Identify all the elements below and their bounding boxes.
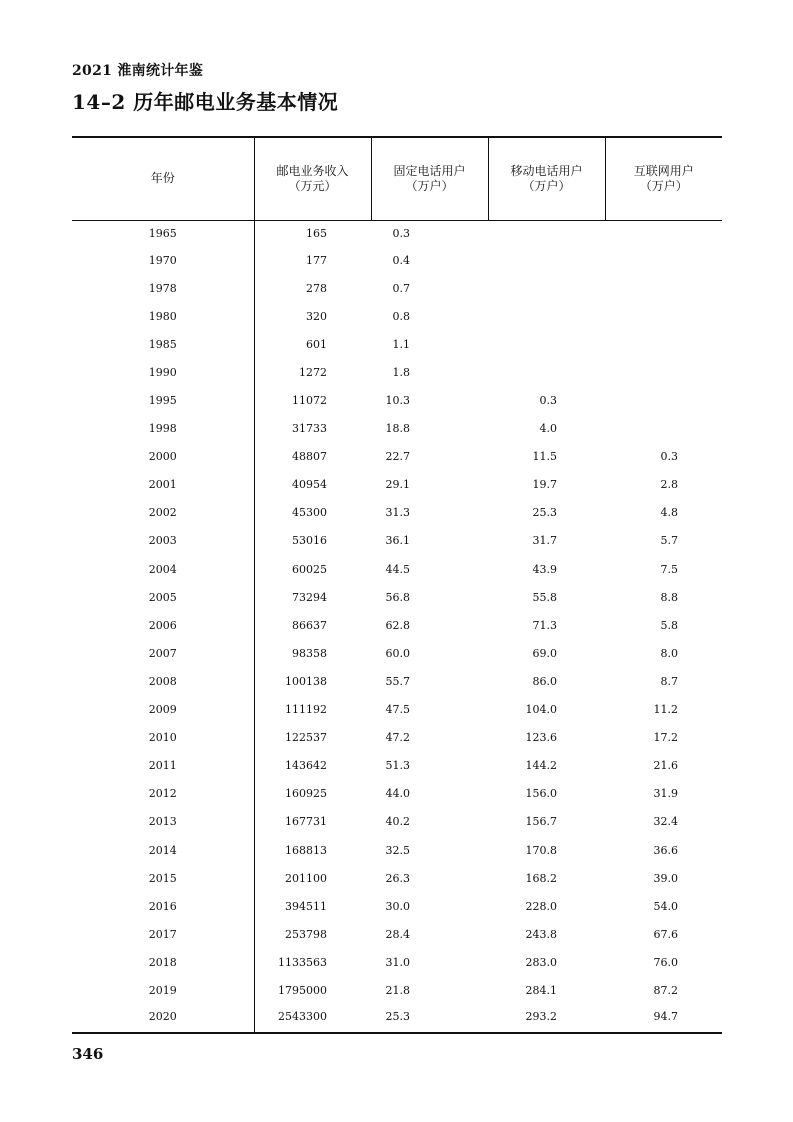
- cell-revenue: 394511: [254, 892, 371, 920]
- column-unit: （万元）: [288, 178, 337, 193]
- cell-internet: [605, 386, 722, 414]
- cell-internet: 39.0: [653, 871, 678, 885]
- table-row: [72, 499, 722, 527]
- cell-revenue: 320: [254, 302, 371, 330]
- table-row: [72, 471, 722, 499]
- table-body: [72, 220, 722, 1033]
- table-row: [72, 443, 722, 471]
- table-row: [72, 780, 722, 808]
- cell-year: 2008: [148, 674, 177, 688]
- cell-fixed-phone: 56.8: [385, 590, 410, 604]
- cell-year: 1970: [148, 253, 177, 267]
- table-row: [72, 527, 722, 555]
- cell-revenue: 100138: [254, 667, 371, 695]
- cell-internet: 67.6: [653, 927, 678, 941]
- cell-year: 2015: [148, 871, 177, 885]
- table-row: [72, 358, 722, 386]
- cell-mobile-phone: [488, 302, 605, 330]
- cell-internet: 94.7: [605, 1005, 722, 1033]
- cell-year: 2002: [148, 506, 177, 520]
- page-number: 346: [72, 1045, 104, 1063]
- cell-revenue: 86637: [254, 611, 371, 639]
- cell-revenue: 601: [254, 330, 371, 358]
- column-header-year: [72, 137, 254, 220]
- cell-year: 1965: [148, 226, 177, 240]
- cell-mobile-phone: [488, 220, 605, 246]
- table-row: [72, 724, 722, 752]
- cell-internet: 8.8: [660, 590, 678, 604]
- cell-mobile-phone: 71.3: [532, 618, 557, 632]
- cell-internet: 21.6: [653, 759, 678, 773]
- cell-revenue: 160925: [254, 780, 371, 808]
- cell-fixed-phone: 44.0: [385, 787, 410, 801]
- cell-year: 1985: [148, 337, 177, 351]
- cell-mobile-phone: 43.9: [532, 562, 557, 576]
- cell-fixed-phone: 44.5: [385, 562, 410, 576]
- column-label: 移动电话用户: [510, 163, 583, 178]
- cell-revenue: 98358: [254, 639, 371, 667]
- table-row: [72, 808, 722, 836]
- cell-fixed-phone: 32.5: [385, 843, 410, 857]
- cell-revenue: 111192: [254, 696, 371, 724]
- cell-fixed-phone: 22.7: [385, 450, 410, 464]
- cell-revenue: 60025: [254, 555, 371, 583]
- cell-year: 2009: [148, 703, 177, 717]
- cell-year: 2011: [148, 759, 177, 773]
- cell-mobile-phone: 156.0: [525, 787, 557, 801]
- table-row: [72, 302, 722, 330]
- table-header: [72, 137, 722, 220]
- cell-year: 2006: [148, 618, 177, 632]
- cell-fixed-phone: 55.7: [385, 674, 410, 688]
- cell-internet: 36.6: [653, 843, 678, 857]
- cell-internet: [605, 302, 722, 330]
- cell-year: 1998: [148, 422, 177, 436]
- cell-mobile-phone: 0.3: [539, 394, 557, 408]
- cell-year: 2016: [148, 899, 177, 913]
- cell-year: 2014: [148, 843, 177, 857]
- cell-revenue: 1795000: [254, 976, 371, 1004]
- table-row: [72, 274, 722, 302]
- cell-year: 2020: [72, 1005, 254, 1033]
- table-row: [72, 330, 722, 358]
- cell-fixed-phone: 47.5: [385, 703, 410, 717]
- column-unit: （万户）: [522, 178, 571, 193]
- cell-revenue: 1133563: [254, 948, 371, 976]
- cell-fixed-phone: 1.8: [392, 365, 410, 379]
- cell-revenue: 122537: [254, 724, 371, 752]
- cell-mobile-phone: 4.0: [539, 422, 557, 436]
- cell-revenue: 278: [254, 274, 371, 302]
- cell-internet: 0.3: [660, 450, 678, 464]
- cell-revenue: 73294: [254, 583, 371, 611]
- cell-year: 1978: [148, 281, 177, 295]
- cell-revenue: 11072: [254, 386, 371, 414]
- cell-year: 2018: [148, 955, 177, 969]
- cell-mobile-phone: [488, 274, 605, 302]
- cell-internet: 2.8: [660, 478, 678, 492]
- cell-fixed-phone: 31.0: [385, 955, 410, 969]
- table-row: [72, 386, 722, 414]
- cell-mobile-phone: 293.2: [488, 1005, 605, 1033]
- cell-mobile-phone: 104.0: [525, 703, 557, 717]
- cell-mobile-phone: 19.7: [532, 478, 557, 492]
- cell-internet: 4.8: [660, 506, 678, 520]
- cell-fixed-phone: 25.3: [371, 1005, 488, 1033]
- cell-fixed-phone: 21.8: [385, 983, 410, 997]
- cell-mobile-phone: [488, 330, 605, 358]
- table-row: [72, 246, 722, 274]
- cell-revenue: 45300: [254, 499, 371, 527]
- table-row: [72, 920, 722, 948]
- cell-fixed-phone: 0.4: [392, 253, 410, 267]
- table-row: [72, 976, 722, 1004]
- cell-internet: 8.7: [660, 674, 678, 688]
- cell-mobile-phone: 11.5: [532, 450, 557, 464]
- cell-fixed-phone: 60.0: [385, 646, 410, 660]
- statistics-table-container: [72, 136, 722, 1034]
- postal-telecom-table: [72, 136, 722, 1034]
- cell-mobile-phone: 25.3: [532, 506, 557, 520]
- cell-revenue: 201100: [254, 864, 371, 892]
- column-unit: （万户）: [639, 178, 688, 193]
- cell-fixed-phone: 1.1: [392, 337, 410, 351]
- cell-fixed-phone: 0.8: [392, 309, 410, 323]
- table-row: [72, 892, 722, 920]
- cell-internet: [605, 274, 722, 302]
- cell-internet: [605, 415, 722, 443]
- table-row: [72, 639, 722, 667]
- cell-year: 2001: [148, 478, 177, 492]
- cell-mobile-phone: [488, 246, 605, 274]
- cell-revenue: 1272: [254, 358, 371, 386]
- cell-year: 2019: [148, 983, 177, 997]
- cell-internet: 54.0: [653, 899, 678, 913]
- column-header-revenue: [254, 137, 371, 220]
- cell-internet: 17.2: [653, 731, 678, 745]
- cell-internet: 11.2: [653, 703, 678, 717]
- cell-internet: [605, 220, 722, 246]
- column-label: 邮电业务收入: [276, 163, 349, 178]
- cell-year: 2017: [148, 927, 177, 941]
- cell-revenue: 253798: [254, 920, 371, 948]
- cell-year: 2007: [148, 646, 177, 660]
- cell-mobile-phone: 283.0: [525, 955, 557, 969]
- cell-year: 2013: [148, 815, 177, 829]
- cell-revenue: 168813: [254, 836, 371, 864]
- table-row: [72, 752, 722, 780]
- cell-year: 2000: [148, 450, 177, 464]
- cell-mobile-phone: 69.0: [532, 646, 557, 660]
- cell-fixed-phone: 18.8: [385, 422, 410, 436]
- cell-internet: 76.0: [653, 955, 678, 969]
- cell-fixed-phone: 47.2: [385, 731, 410, 745]
- table-row: [72, 415, 722, 443]
- cell-revenue: 53016: [254, 527, 371, 555]
- table-row: [72, 555, 722, 583]
- column-header-mobile-phone: [488, 137, 605, 220]
- cell-fixed-phone: 62.8: [385, 618, 410, 632]
- cell-year: 1995: [148, 394, 177, 408]
- column-label: 年份: [150, 171, 175, 186]
- cell-mobile-phone: 156.7: [525, 815, 557, 829]
- table-row: [72, 220, 722, 246]
- cell-year: 2003: [148, 534, 177, 548]
- cell-revenue: 48807: [254, 443, 371, 471]
- cell-revenue: 143642: [254, 752, 371, 780]
- cell-fixed-phone: 0.7: [392, 281, 410, 295]
- cell-internet: [605, 330, 722, 358]
- cell-fixed-phone: 40.2: [385, 815, 410, 829]
- cell-year: 2012: [148, 787, 177, 801]
- table-row: [72, 583, 722, 611]
- cell-revenue: 40954: [254, 471, 371, 499]
- cell-year: 2004: [148, 562, 177, 576]
- cell-year: 2010: [148, 731, 177, 745]
- cell-internet: 8.0: [660, 646, 678, 660]
- table-row: [72, 611, 722, 639]
- column-label: 互联网用户: [633, 163, 694, 178]
- cell-internet: [605, 358, 722, 386]
- cell-year: 1980: [148, 309, 177, 323]
- column-label: 固定电话用户: [393, 163, 466, 178]
- table-row: [72, 864, 722, 892]
- cell-fixed-phone: 30.0: [385, 899, 410, 913]
- cell-fixed-phone: 36.1: [385, 534, 410, 548]
- table-row: [72, 696, 722, 724]
- column-unit: （万户）: [405, 178, 454, 193]
- cell-mobile-phone: 86.0: [532, 674, 557, 688]
- column-header-internet: [605, 137, 722, 220]
- cell-fixed-phone: 51.3: [385, 759, 410, 773]
- cell-mobile-phone: 228.0: [525, 899, 557, 913]
- cell-mobile-phone: 55.8: [532, 590, 557, 604]
- cell-mobile-phone: 170.8: [525, 843, 557, 857]
- cell-fixed-phone: 0.3: [392, 226, 410, 240]
- cell-mobile-phone: 243.8: [525, 927, 557, 941]
- cell-internet: 87.2: [653, 983, 678, 997]
- cell-fixed-phone: 28.4: [385, 927, 410, 941]
- cell-internet: [605, 246, 722, 274]
- header-row: [72, 137, 722, 220]
- book-title: 2021 淮南统计年鉴: [72, 63, 204, 79]
- table-row: [72, 948, 722, 976]
- cell-revenue: 167731: [254, 808, 371, 836]
- cell-mobile-phone: 284.1: [525, 983, 557, 997]
- cell-mobile-phone: 144.2: [525, 759, 557, 773]
- cell-mobile-phone: 168.2: [525, 871, 557, 885]
- cell-internet: 7.5: [660, 562, 678, 576]
- cell-mobile-phone: 123.6: [525, 731, 557, 745]
- cell-year: 1990: [148, 365, 177, 379]
- cell-internet: 32.4: [653, 815, 678, 829]
- column-header-fixed-phone: [371, 137, 488, 220]
- cell-year: 2005: [148, 590, 177, 604]
- table-row: [72, 667, 722, 695]
- cell-revenue: 31733: [254, 415, 371, 443]
- table-row: [72, 1005, 722, 1033]
- cell-revenue: 177: [254, 246, 371, 274]
- cell-internet: 5.8: [660, 618, 678, 632]
- cell-fixed-phone: 26.3: [385, 871, 410, 885]
- table-title: 14–2 历年邮电业务基本情况: [72, 90, 339, 114]
- cell-fixed-phone: 10.3: [385, 394, 410, 408]
- cell-fixed-phone: 29.1: [385, 478, 410, 492]
- cell-mobile-phone: [488, 358, 605, 386]
- table-row: [72, 836, 722, 864]
- cell-mobile-phone: 31.7: [532, 534, 557, 548]
- cell-revenue: 165: [254, 220, 371, 246]
- cell-fixed-phone: 31.3: [385, 506, 410, 520]
- cell-internet: 31.9: [653, 787, 678, 801]
- cell-revenue: 2543300: [254, 1005, 371, 1033]
- cell-internet: 5.7: [660, 534, 678, 548]
